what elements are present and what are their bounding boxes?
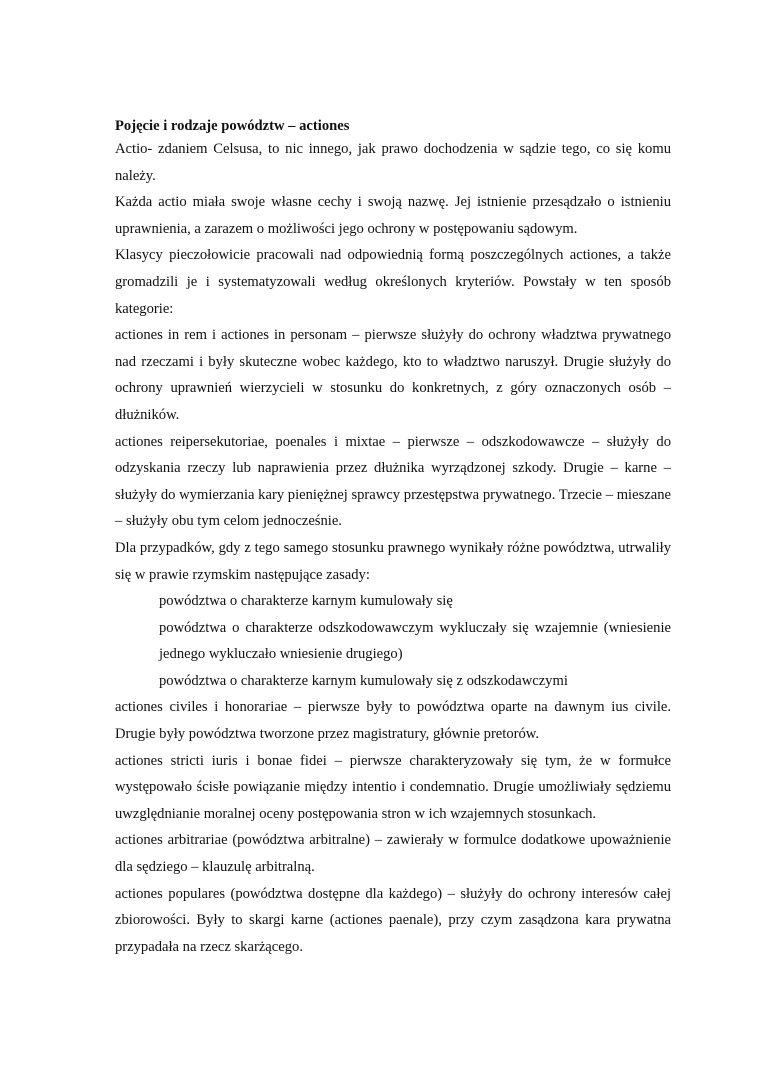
paragraph-arbitrariae: actiones arbitrariae (powództwa arbitralne) – zawierały w formulce dodatkowe upoważnienie dla sędziego – klauzulę arbitralną. bbox=[115, 832, 671, 876]
paragraph-civiles-honorariae: actiones civiles i honorariae – pierwsze były to powództwa oparte na dawnym ius civile. Drugie były powództwa tworzone przez magistratury, głównie pretorów. bbox=[115, 699, 671, 743]
paragraph-rules-intro: Dla przypadków, gdy z tego samego stosunku prawnego wynikały różne powództwa, utrwaliły się w prawie rzymskim następujące zasady: bbox=[115, 539, 671, 583]
paragraph-populares: actiones populares (powództwa dostępne dla każdego) – służyły do ochrony interesów całej zbiorowości. Były to skargi karne (actiones paenale), przy czym zasądzona kara prywatna przypadała na rzecz skarżącego. bbox=[115, 885, 671, 955]
paragraph-in-rem-in-personam: actiones in rem i actiones in personam – pierwsze służyły do ochrony władztwa prywatnego nad rzeczami i były skuteczne wobec każdego, kto to władztwo naruszył. Drugie służyły do ochrony uprawnień wierzycieli w stosunku do konkretnych, z góry oznaczonych osób – dłużników. bbox=[115, 327, 671, 423]
paragraph-actio-features: Każda actio miała swoje własne cechy i swoją nazwę. Jej istnienie przesądzało o istnieniu uprawnienia, a zarazem o możliwości jego ochrony w postępowaniu sądowym. bbox=[115, 194, 671, 237]
paragraph-reipersekutoriae: actiones reipersekutoriae, poenales i mixtae – pierwsze – odszkodowawcze – służyły do odzyskania rzeczy lub naprawienia przez dłużnika wyrządzonej szkody. Drugie – karne – służyły do wymierzania kary pieniężnej sprawcy przestępstwa prywatnego. Trzecie – mieszane – służyły obu tym celom jednocześnie. bbox=[115, 433, 671, 530]
rule-item: powództwa o charakterze odszkodowawczym wykluczały się wzajemnie (wniesienie jednego wykluczało wniesienie drugiego) bbox=[159, 619, 671, 663]
rule-item: powództwa o charakterze karnym kumulowały się z odszkodawczymi bbox=[159, 672, 568, 689]
document-page bbox=[115, 116, 671, 960]
document-title: Pojęcie i rodzaje powództw – actiones bbox=[115, 118, 350, 134]
paragraph-stricti-iuris: actiones stricti iuris i bonae fidei – pierwsze charakteryzowały się tym, że w formułce występowało ścisłe powiązanie między intentio i condemnatio. Drugie umożliwiały sędziemu uwzględnianie moralnej oceny postępowania stron w ich wzajemnych stosunkach. bbox=[115, 752, 671, 822]
paragraph-definition: Actio- zdaniem Celsusa, to nic innego, jak prawo dochodzenia w sądzie tego, co się komu należy. bbox=[115, 141, 671, 184]
paragraph-classics: Klasycy pieczołowicie pracowali nad odpowiednią formą poszczególnych actiones, a także gromadzili je i systematyzowali według określonych kryteriów. Powstały w ten sposób kategorie: bbox=[115, 247, 671, 317]
rule-item: powództwa o charakterze karnym kumulowały się bbox=[159, 593, 453, 610]
